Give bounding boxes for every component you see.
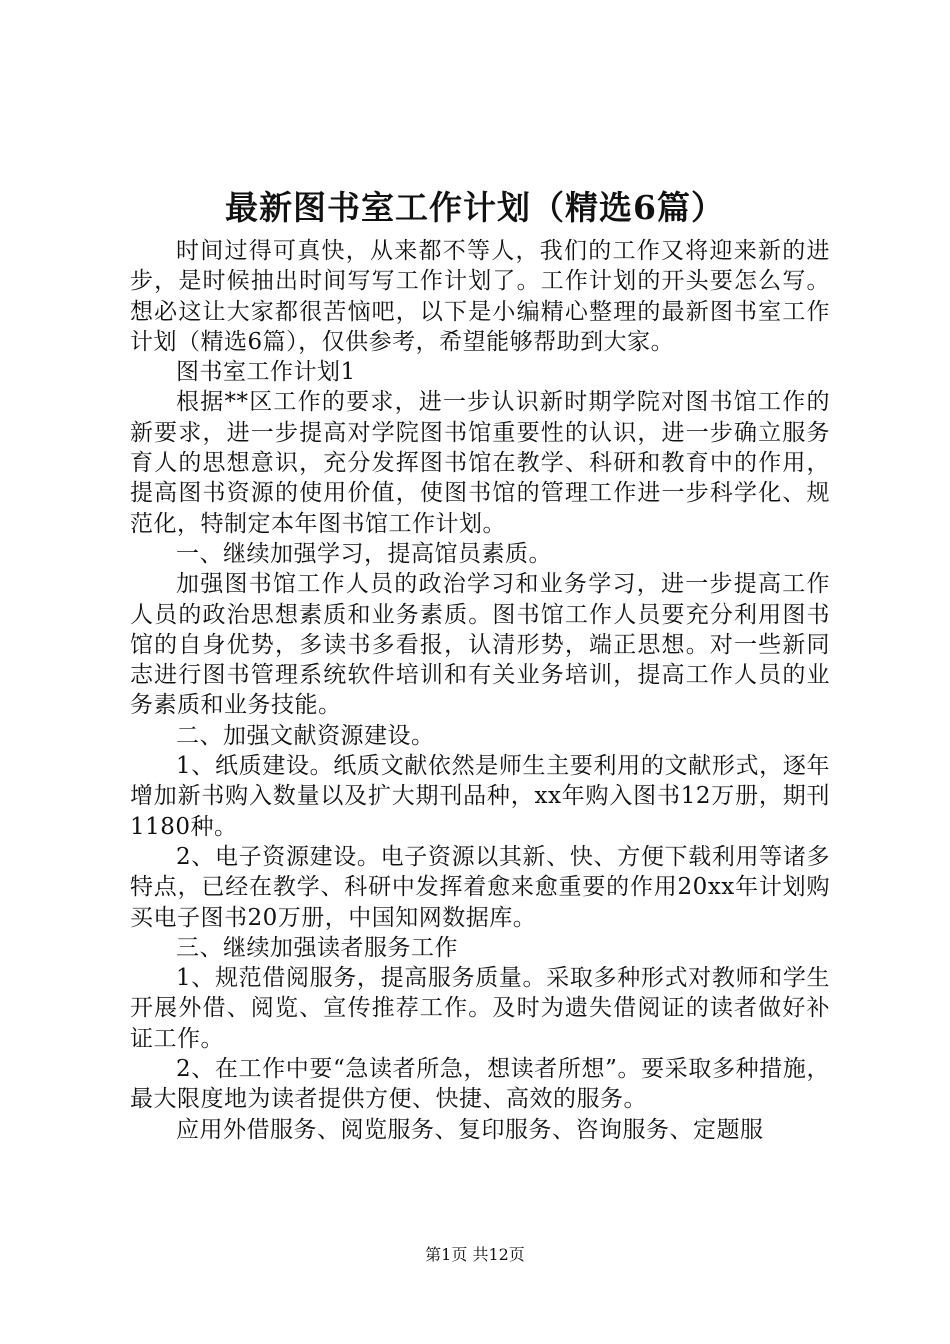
paragraph-reader-first: 2、在工作中要“急读者所急，想读者所想”。要采取多种措施，最大限度地为读者提供方便、快捷、高效的服务。 xyxy=(130,1056,830,1113)
section-heading-3: 三、继续加强读者服务工作 xyxy=(176,934,458,961)
document-body xyxy=(130,236,830,1145)
document-title: 最新图书室工作计划（精选6篇） xyxy=(225,188,725,227)
section-heading-plan-1: 图书室工作计划1 xyxy=(176,359,356,386)
section-heading-2: 二、加强文献资源建设。 xyxy=(176,722,435,749)
page-footer: 第1页 共12页 xyxy=(425,1245,525,1264)
section-heading-1: 一、继续加强学习，提高馆员素质。 xyxy=(176,540,552,567)
paragraph-intro: 时间过得可真快，从来都不等人，我们的工作又将迎来新的进步，是时候抽出时间写写工作计划了。工作计划的开头要怎么写。想必这让大家都很苦恼吧，以下是小编精心整理的最新图书室工作计划（精选6篇），仅供参考，希望能够帮助到大家。 xyxy=(130,238,830,355)
paragraph-plan-1-intro: 根据**区工作的要求，进一步认识新时期学院对图书馆工作的新要求，进一步提高对学院图书馆重要性的认识，进一步确立服务育人的思想意识，充分发挥图书馆在教学、科研和教育中的作用，提高图书资源的使用价值，使图书馆的管理工作进一步科学化、规范化，特制定本年图书馆工作计划。 xyxy=(130,389,830,537)
paragraph-electronic-resources: 2、电子资源建设。电子资源以其新、快、方便下载利用等诸多特点，已经在教学、科研中发挥着愈来愈重要的作用20xx年计划购买电子图书20万册，中国知网数据库。 xyxy=(130,843,830,931)
paragraph-study: 加强图书馆工作人员的政治学习和业务学习，进一步提高工作人员的政治思想素质和业务素质。图书馆工作人员要充分利用图书馆的自身优势，多读书多看报，认清形势，端正思想。对一些新同志进行图书管理系统软件培训和有关业务培训，提高工作人员的业务素质和业务技能。 xyxy=(130,571,830,719)
paragraph-lending-service: 1、规范借阅服务，提高服务质量。采取多种形式对教师和学生开展外借、阅览、宣传推荐工作。及时为遗失借阅证的读者做好补证工作。 xyxy=(130,965,830,1052)
paragraph-services: 应用外借服务、阅览服务、复印服务、咨询服务、定题服 xyxy=(176,1116,764,1143)
paragraph-paper-resources: 1、纸质建设。纸质文献依然是师生主要利用的文献形式，逐年增加新书购入数量以及扩大期刊品种，xx年购入图书12万册，期刊1180种。 xyxy=(130,753,830,840)
